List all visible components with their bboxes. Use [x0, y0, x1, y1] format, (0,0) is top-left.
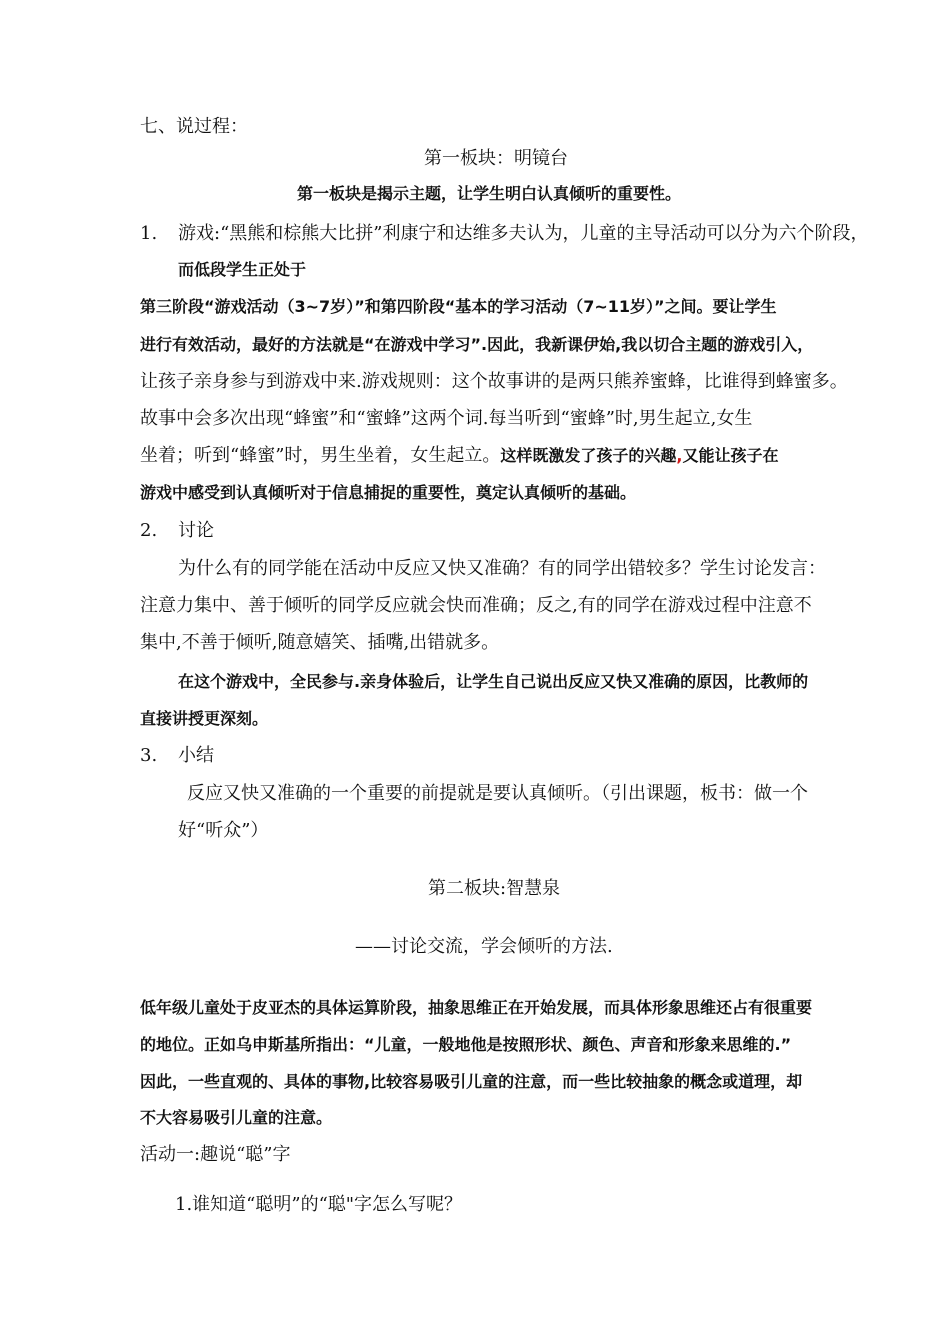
item2-title: 讨论: [178, 520, 214, 541]
item2-number: 2.: [140, 520, 158, 541]
item3-line: 反应又快又准确的一个重要的前提就是要认真倾听。（引出课题，板书：做一个: [187, 783, 808, 804]
item1-line2: 而低段学生正处于: [178, 260, 307, 279]
block2-paragraph-line: 低年级儿童处于皮亚杰的具体运算阶段，抽象思维正在开始发展，而具体形象思维还占有很重要: [140, 998, 813, 1017]
item3-title: 小结: [178, 745, 214, 766]
item3-line: 好“听众”）: [178, 820, 269, 841]
item2-paragraph-line: 集中,不善于倾听,随意嬉笑、插嘴,出错就多。: [140, 632, 500, 653]
block2-title: 第二板块:智慧泉: [428, 878, 561, 899]
block1-title: 第一板块：明镜台: [424, 148, 568, 169]
item1-paragraph-line: 游戏中感受到认真倾听对于信息捕捉的重要性，奠定认真倾听的基础。: [140, 483, 637, 502]
item1-line5-red-comma: ,: [676, 446, 683, 465]
block2-subtitle: ——讨论交流，学会倾听的方法.: [355, 936, 613, 957]
block2-paragraph-line: 的地位。正如乌申斯基所指出：“儿童，一般地他是按照形状、颜色、声音和形象来思维的.”: [140, 1035, 792, 1054]
item2-paragraph-line: 注意力集中、善于倾听的同学反应就会快而准确；反之,有的同学在游戏过程中注意不: [140, 595, 812, 616]
item3-number: 3.: [140, 745, 158, 766]
item1-line5-bold: 这样既激发了孩子的兴趣: [500, 446, 677, 465]
block1-subtitle: 第一板块是揭示主题，让学生明白认真倾听的重要性。: [297, 184, 682, 203]
item1-line1: 游戏:“黑熊和棕熊大比拼”利康宁和达维多夫认为，儿童的主导活动可以分为六个阶段，: [178, 223, 869, 244]
activity1-heading: 活动一:趣说“聪”字: [140, 1144, 291, 1165]
block2-paragraph-line: 因此，一些直观的、具体的事物,比较容易吸引儿童的注意，而一些比较抽象的概念或道理，却: [140, 1072, 803, 1091]
item1-line5-bold-end: 又能让孩子在: [682, 446, 779, 465]
item1-number: 1.: [140, 223, 158, 244]
item1-paragraph-line: 进行有效活动，最好的方法就是“在游戏中学习”.因此，我新课伊始,我以切合主题的游戏引入，: [140, 335, 814, 354]
section-heading: 七、说过程：: [140, 116, 248, 137]
activity1-question: 1.谁知道“聪明”的“聪"字怎么写呢？: [175, 1194, 463, 1215]
item1-paragraph-line: 故事中会多次出现“蜂蜜”和“蜜蜂”这两个词.每当听到“蜜蜂”时,男生起立,女生: [140, 408, 753, 429]
item2-paragraph-line: 为什么有的同学能在活动中反应又快又准确？有的同学出错较多？学生讨论发言：: [178, 558, 826, 579]
item1-paragraph-line: 让孩子亲身参与到游戏中来.游戏规则：这个故事讲的是两只熊养蜜蜂，比谁得到蜂蜜多。: [140, 371, 848, 392]
item2-bold-line: 直接讲授更深刻。: [140, 709, 269, 728]
item1-paragraph-line: 第三阶段“游戏活动（3~7岁）”和第四阶段“基本的学习活动（7~11岁）”之间。要让学生: [140, 297, 777, 316]
item1-line5-plain: 坐着；听到“蜂蜜”时，男生坐着，女生起立。: [140, 445, 501, 466]
item1-paragraph-line: [140, 447, 779, 465]
block2-paragraph-line: 不大容易吸引儿童的注意。: [140, 1108, 333, 1127]
item2-bold-line: 在这个游戏中，全民参与.亲身体验后，让学生自己说出反应又快又准确的原因，比教师的: [178, 672, 809, 691]
